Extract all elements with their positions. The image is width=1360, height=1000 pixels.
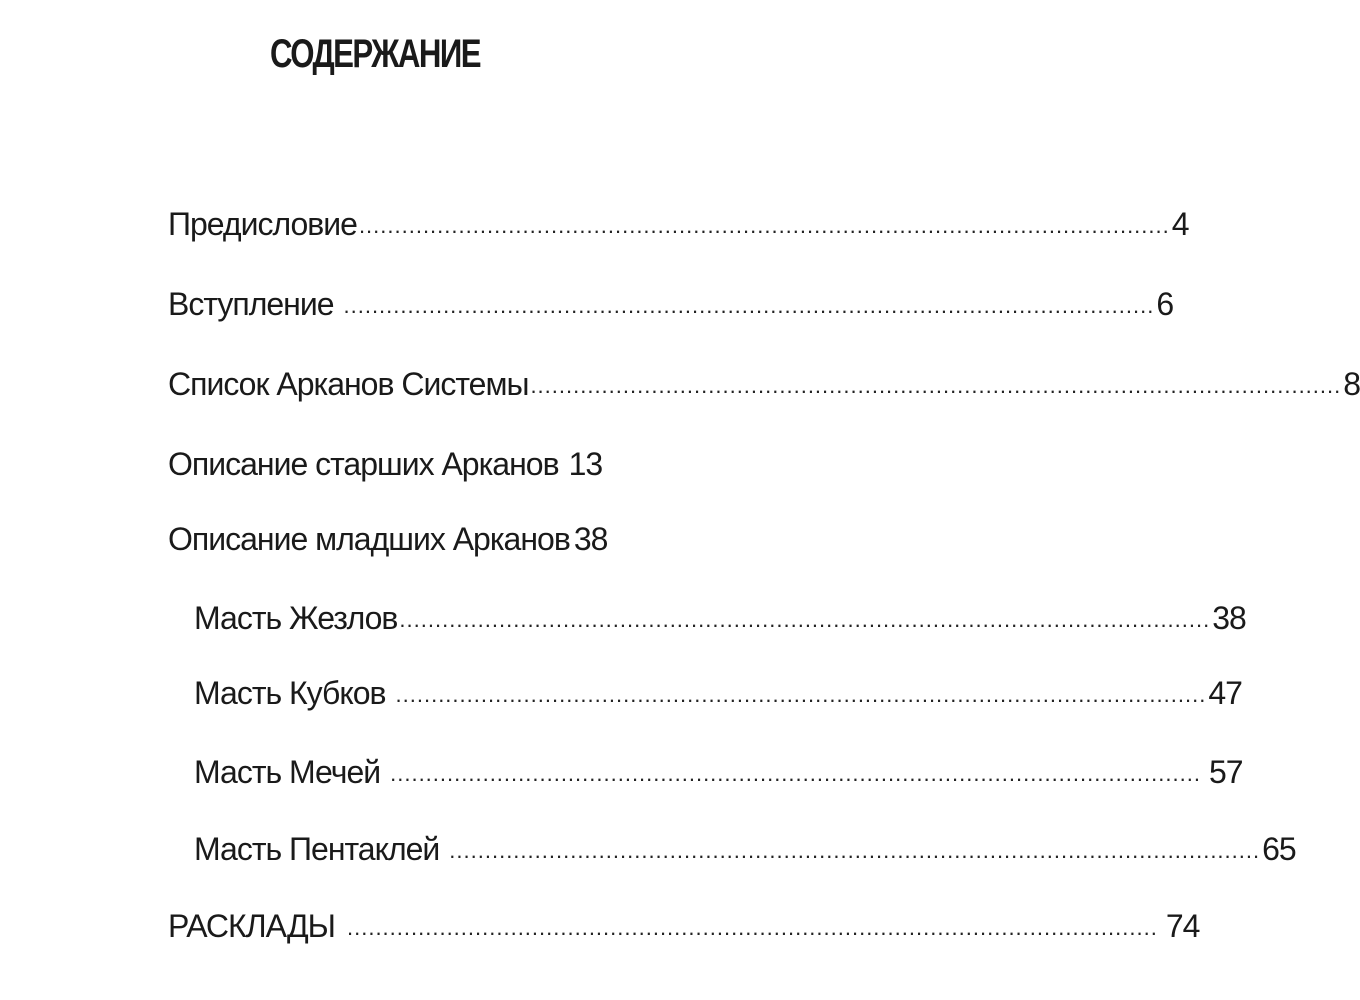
toc-entry-page: 47	[1208, 675, 1242, 711]
leader-dots: ..................................................................................................................	[390, 761, 1201, 786]
toc-entry-page: 38	[573, 521, 608, 557]
leader-dots: ..................................................................................................................	[395, 682, 1207, 707]
leader-dots: ..................................................................................................................	[530, 373, 1342, 398]
toc-entry-label: Масть Мечей	[194, 754, 381, 790]
toc-entry	[194, 819, 1296, 869]
toc-entry	[194, 588, 1246, 638]
leader-dots: ..................................................................................................................	[358, 213, 1170, 238]
toc-entry-label: Список Арканов Системы	[168, 366, 529, 402]
toc-entry-page: 6	[1156, 286, 1174, 322]
toc-entry-page: 4	[1171, 206, 1189, 242]
toc-entry-label: Масть Пентаклей	[194, 831, 440, 867]
toc-entry	[168, 509, 608, 559]
toc-entry-page: 57	[1208, 754, 1243, 790]
toc-entry-page: 74	[1165, 908, 1200, 944]
toc-entry-label: Описание старших Арканов	[168, 446, 559, 482]
leader-dots: ..................................................................................................................	[399, 607, 1211, 632]
toc-entry	[168, 354, 1360, 404]
leader-dots: ..................................................................................................................	[347, 915, 1158, 940]
toc-entry	[168, 194, 1189, 244]
toc-entry	[168, 434, 603, 484]
toc-entry-page: 38	[1212, 600, 1246, 636]
toc-entry-label: РАСКЛАДЫ	[168, 908, 335, 944]
toc-entry-label: Предисловие	[168, 206, 357, 242]
leader-dots: ..................................................................................................................	[449, 838, 1261, 863]
page-title: СОДЕРЖАНИЕ	[270, 32, 480, 76]
toc-entry-label: Масть Жезлов	[194, 600, 398, 636]
toc-entry-label: Описание младших Арканов	[168, 521, 570, 557]
toc-entry-page: 8	[1343, 366, 1360, 402]
toc-entry-page: 65	[1262, 831, 1296, 867]
toc-entry-page: 13	[568, 446, 603, 482]
toc-entry	[194, 663, 1242, 713]
toc-entry-label: Вступление	[168, 286, 334, 322]
toc-entry	[168, 274, 1174, 324]
toc-entry	[194, 742, 1243, 792]
leader-dots: ..................................................................................................................	[343, 293, 1155, 318]
toc-entry	[168, 896, 1200, 946]
toc-entry-label: Масть Кубков	[194, 675, 386, 711]
